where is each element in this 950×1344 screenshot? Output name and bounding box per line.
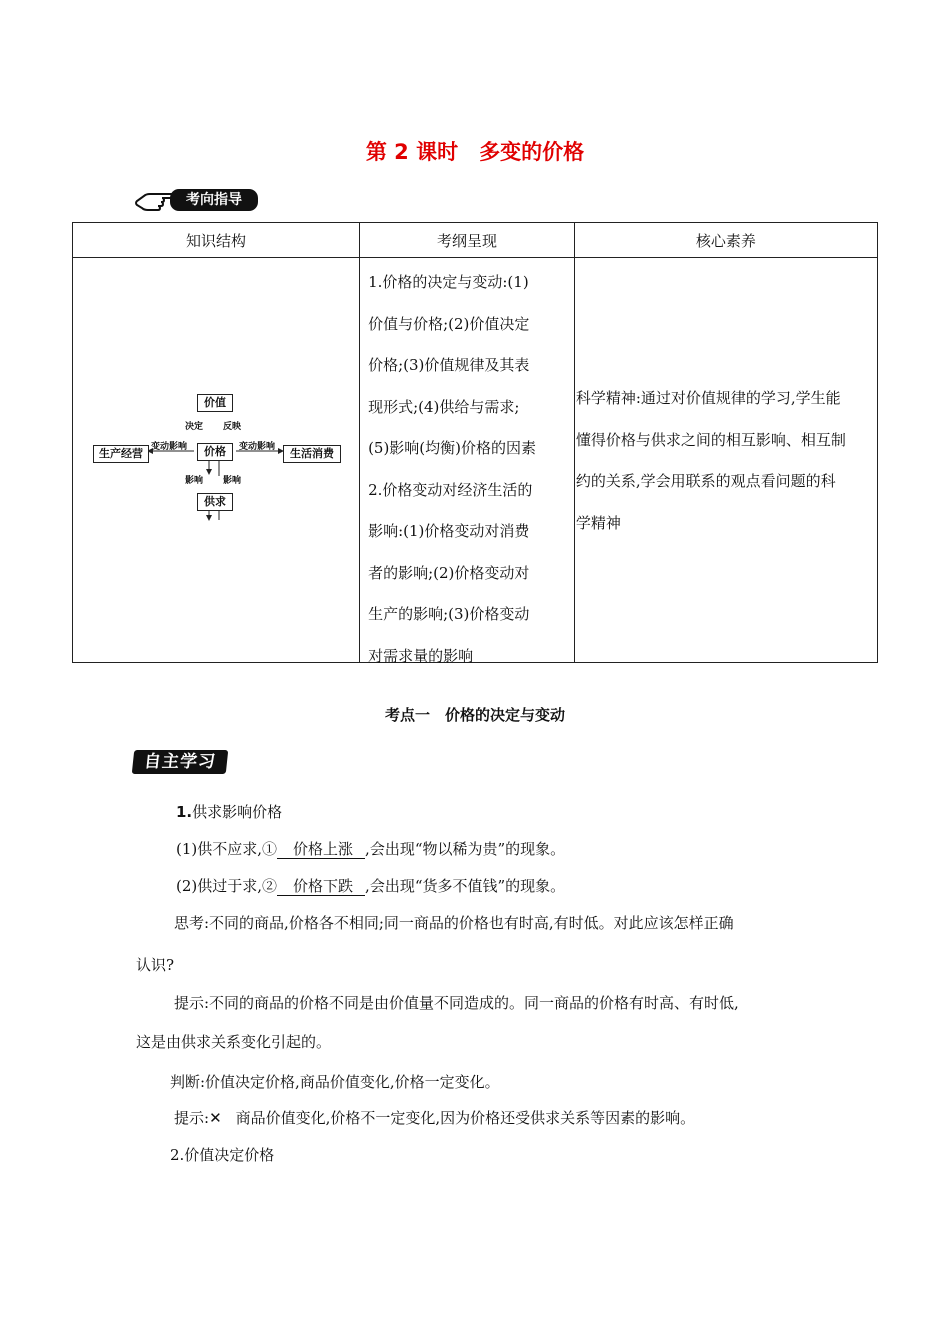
line2-suffix: ,会出现“货多不值钱”的现象。 [365,877,566,895]
consumption-box: 生活消费 [283,445,341,463]
reflect-label: 反映 [223,422,242,432]
outline-line: 对需求量的影响 [368,646,474,665]
supply-short-line [176,838,565,859]
production-box: 生产经营 [93,445,149,463]
price-diagram [73,258,359,662]
outline-line: 价值与价格;(2)价值决定 [368,314,530,333]
answer-blank-1: 价格上涨 [277,841,365,859]
supply-excess-line [176,875,565,896]
line2-prefix: (2)供过于求,② [176,877,278,895]
table-header-row [73,223,878,258]
influence-left-label: 影响 [185,476,204,486]
influence-right-label: 影响 [223,476,242,486]
supply-demand-box: 供求 [197,493,233,511]
hint1-line-2: 这是由供求关系变化引起的。 [136,1033,332,1051]
core-literacy-text [576,378,875,544]
outline-line: 2.价格变动对经济生活的 [368,480,533,499]
value-box: 价值 [197,394,233,412]
header-knowledge-structure: 知识结构 [73,223,360,258]
header-outline: 考纲呈现 [360,223,575,258]
item2-heading: 2.价值决定价格 [170,1146,275,1164]
outline-line: 影响:(1)价格变动对消费 [368,522,530,540]
outline-line: 1.价格的决定与变动:(1) [368,273,529,291]
outline-line: (5)影响(均衡)价格的因素 [368,439,537,457]
line1-suffix: ,会出现“物以稀为贵”的现象。 [365,840,566,858]
answer-blank-2: 价格下跌 [277,878,365,896]
item1-number: 1. [176,803,193,821]
hint2-line [174,1107,695,1128]
change-influence-right-label: 变动影响 [239,442,276,452]
core-line: 约的关系,学会用联系的观点看问题的科 [575,472,836,490]
outline-line: 价格;(3)价值规律及其表 [368,356,530,374]
price-box: 价格 [197,443,233,461]
pointing-hand-icon [134,188,174,212]
page-title: 第 2 课时 多变的价格 [365,140,585,164]
hint1-line-1: 提示:不同的商品的价格不同是由价值量不同造成的。同一商品的价格有时高、有时低, [174,994,739,1012]
self-study-badge: 自主学习 [132,750,229,774]
judge-line: 判断:价值决定价格,商品价值变化,价格一定变化。 [170,1073,500,1091]
section-title: 考点一 价格的决定与变动 [384,706,565,724]
outline-line: 生产的影响;(3)价格变动 [368,605,530,623]
item1-text: 供求影响价格 [192,803,283,821]
hint2-prefix: 提示: [174,1109,210,1127]
think-line-1: 思考:不同的商品,价格各不相同;同一商品的价格也有时高,有时低。对此应该怎样正确 [174,914,734,932]
header-core-literacy: 核心素养 [574,223,877,258]
outline-text [360,258,574,677]
overview-table [72,222,878,663]
core-literacy-cell [574,258,877,663]
outline-cell [360,258,575,663]
item1-heading [176,801,282,822]
knowledge-structure-cell [73,258,360,663]
decide-label: 决定 [185,422,204,432]
guide-badge-label: 考向指导 [170,189,258,211]
cross-mark-icon: ✕ [209,1109,222,1127]
table-body-row [73,258,878,663]
hint2-text: 商品价值变化,价格不一定变化,因为价格还受供求关系等因素的影响。 [235,1109,696,1127]
think-line-2: 认识? [136,956,175,974]
outline-line: 现形式;(4)供给与需求; [368,397,520,416]
core-line: 科学精神:通过对价值规律的学习,学生能 [575,389,841,407]
outline-line: 者的影响;(2)价格变动对 [368,563,530,582]
core-line: 学精神 [575,513,621,532]
line1-prefix: (1)供不应求,① [176,840,278,858]
change-influence-left-label: 变动影响 [151,442,188,452]
core-line: 懂得价格与供求之间的相互影响、相互制 [575,430,846,449]
